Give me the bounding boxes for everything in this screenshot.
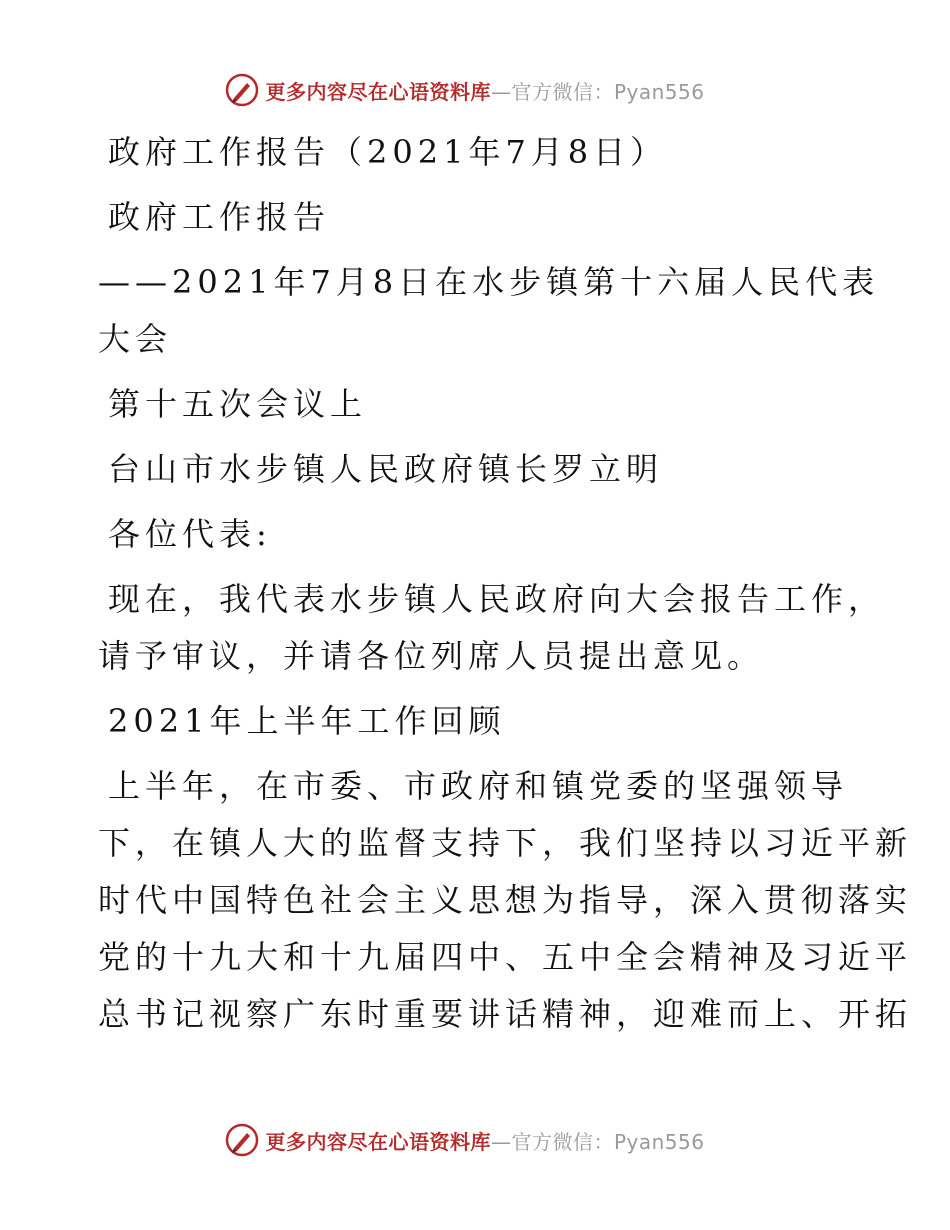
watermark-banner-top: [0, 70, 950, 110]
salutation: [98, 506, 858, 563]
text-line: ——2021年7月8日在水步镇第十六届人民代表: [98, 263, 880, 301]
text-line: 各位代表:: [108, 515, 272, 553]
text-line: 时代中国特色社会主义思想为指导，深入贯彻落实: [98, 881, 913, 919]
speaker-line: [98, 441, 858, 498]
text-line: 总书记视察广东时重要讲话精神，迎难而上、开拓: [98, 995, 913, 1033]
text-line: 第十五次会议上: [108, 385, 368, 423]
watermark-text: [265, 76, 704, 105]
watermark-banner-bottom: [0, 1120, 950, 1160]
report-subtitle: [98, 254, 880, 368]
document-body: [98, 124, 913, 1051]
text-line: 现在，我代表水步镇人民政府向大会报告工作，: [108, 580, 886, 618]
text-line: 下，在镇人大的监督支持下，我们坚持以习近平新: [98, 824, 913, 862]
pen-logo-icon: [225, 73, 259, 107]
doc-title: [98, 124, 858, 181]
text-line: 党的十九大和十九届四中、五中全会精神及习近平: [98, 938, 913, 976]
watermark-inner: [225, 73, 704, 107]
text-line: 2021年上半年工作回顾: [108, 702, 506, 740]
section-heading: [98, 693, 858, 750]
body-paragraph: [98, 758, 913, 1043]
pen-logo-icon: [225, 1123, 259, 1157]
report-heading: [98, 189, 858, 246]
text-line: 大会: [98, 320, 173, 358]
watermark-red-text: 更多内容尽在心语资料库: [265, 79, 491, 104]
watermark-text: [265, 1126, 704, 1155]
text-line: 台山市水步镇人民政府镇长罗立明: [108, 450, 664, 488]
watermark-gray-text: —官方微信：Pyan556: [490, 79, 705, 104]
watermark-red-text: 更多内容尽在心语资料库: [265, 1129, 491, 1154]
text-line: 上半年，在市委、市政府和镇党委的坚强领导: [108, 767, 849, 805]
text-line: 政府工作报告（2021年7月8日）: [108, 133, 668, 171]
text-line: 请予审议，并请各位列席人员提出意见。: [98, 637, 765, 675]
text-line: 政府工作报告: [108, 198, 331, 236]
watermark-gray-text: —官方微信：Pyan556: [490, 1129, 705, 1154]
meeting-line: [98, 376, 858, 433]
intro-paragraph: [98, 571, 886, 685]
watermark-inner: [225, 1123, 704, 1157]
